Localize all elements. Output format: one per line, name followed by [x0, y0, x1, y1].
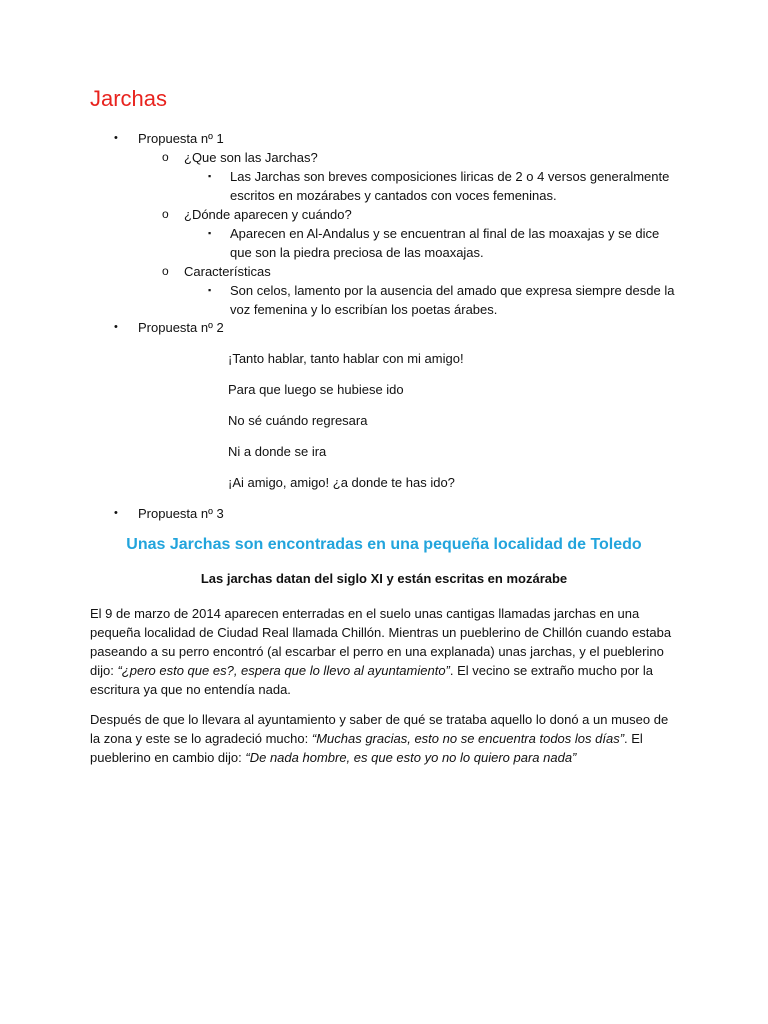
paragraph-1-text: El 9 de marzo de 2014 aparecen enterradas en el suelo unas cantigas llamadas jarchas en una pequeña localidad de Ciudad Real llamada Chillón. Mientras un pueblerino de Chillón cuando estaba paseando a su perro encontró (al escarbar el perro en una explanada) unas jarchas, y el pueblerino dijo: [90, 606, 672, 678]
paragraph-2-quote-2: “De nada hombre, es que esto yo no lo quiero para nada” [245, 750, 577, 765]
bullet-icon: • [114, 321, 118, 333]
question-2: ¿Dónde aparecen y cuándo? [184, 207, 352, 222]
paragraph-1-quote: “¿pero esto que es?, espera que lo llevo al ayuntamiento” [117, 663, 450, 678]
poem-line: Para que luego se hubiese ido [228, 382, 404, 397]
square-bullet-icon: ▪ [208, 171, 212, 181]
answer-3: Son celos, lamento por la ausencia del amado que expresa siempre desde la voz femenina y lo escribían los poetas árabes. [230, 283, 675, 317]
paragraph-1-end: . El vecino se extraño mucho por la escritura ya que no entendía nada. [90, 663, 653, 697]
article-subheadline: Las jarchas datan del siglo XI y están escritas en mozárabe [200, 571, 568, 586]
poem-line: ¡Tanto hablar, tanto hablar con mi amigo! [228, 351, 464, 366]
circle-bullet-icon: o [162, 264, 169, 278]
bullet-icon: • [114, 132, 118, 144]
propuesta-2-label: Propuesta nº 2 [138, 320, 224, 335]
paragraph-2-quote-1: “Muchas gracias, esto no se encuentra todos los días” [311, 731, 625, 746]
article-paragraph-2 [90, 710, 680, 767]
question-3: Características [184, 264, 271, 279]
propuesta-1-label: Propuesta nº 1 [138, 131, 224, 146]
square-bullet-icon: ▪ [208, 228, 212, 238]
poem-line: No sé cuándo regresara [228, 413, 368, 428]
square-bullet-icon: ▪ [208, 285, 212, 295]
circle-bullet-icon: o [162, 207, 169, 221]
poem-line: ¡Ai amigo, amigo! ¿a donde te has ido? [228, 475, 455, 490]
question-1: ¿Que son las Jarchas? [184, 150, 318, 165]
propuesta-3-label: Propuesta nº 3 [138, 506, 224, 521]
poem-line: Ni a donde se ira [228, 444, 327, 459]
answer-2: Aparecen en Al-Andalus y se encuentran al final de las moaxajas y se dice que son la piedra preciosa de las moaxajas. [230, 226, 660, 260]
bullet-icon: • [114, 507, 118, 519]
paragraph-2-mid: . El pueblerino en cambio dijo: [90, 731, 643, 765]
article-paragraph-1 [90, 604, 680, 699]
paragraph-2-text: Después de que lo llevara al ayuntamiento y saber de qué se trataba aquello lo donó a un museo de la zona y este se lo agradeció mucho: [90, 712, 669, 746]
document-title: Jarchas [90, 86, 168, 111]
circle-bullet-icon: o [162, 150, 169, 164]
answer-1: Las Jarchas son breves composiciones liricas de 2 o 4 versos generalmente escritos en mozárabes y cantados con voces femeninas. [230, 169, 670, 203]
article-headline: Unas Jarchas son encontradas en una pequeña localidad de Toledo [126, 536, 642, 553]
